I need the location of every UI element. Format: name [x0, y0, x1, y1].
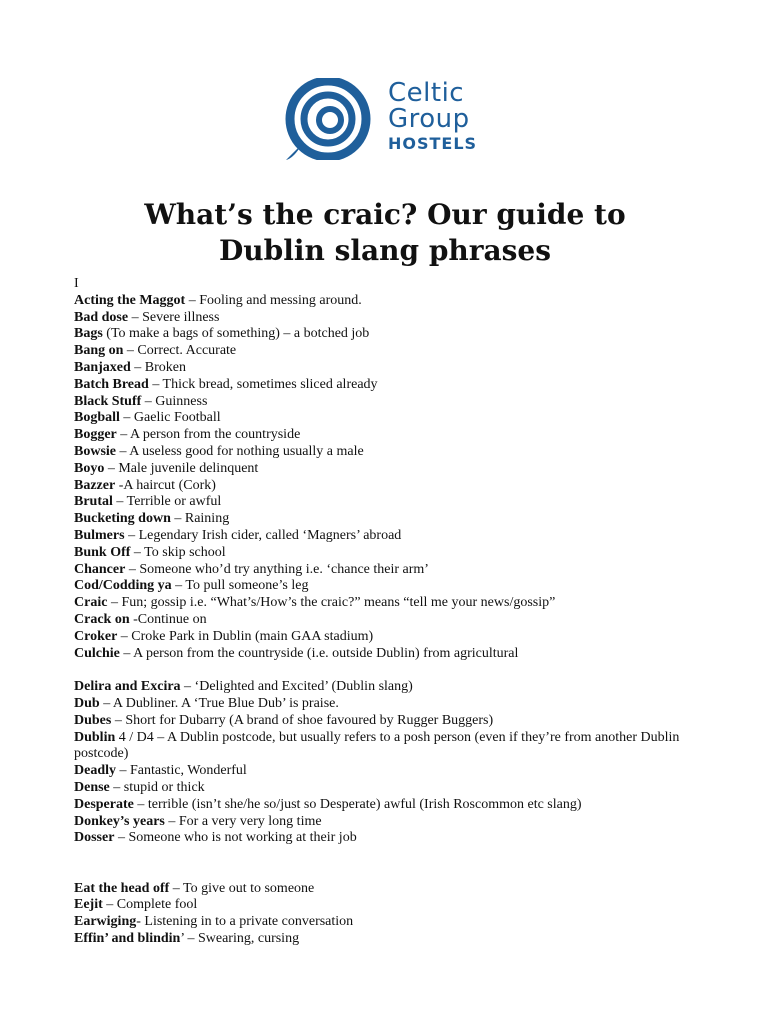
- slang-definition: -Continue on: [129, 611, 207, 627]
- slang-term: Bang on: [74, 343, 124, 359]
- slang-term: Cod/Codding ya: [74, 578, 172, 594]
- logo-line-group: Group: [388, 104, 470, 134]
- slang-term: Boyo: [74, 460, 105, 476]
- slang-term: Dublin: [74, 729, 116, 745]
- slang-term: Dense: [74, 779, 110, 795]
- slang-term: Culchie: [74, 645, 120, 661]
- slang-definition: – Short for Dubarry (A brand of shoe favoured by Rugger Buggers): [111, 712, 494, 728]
- glossary-entry: [74, 478, 714, 495]
- glossary-entry: [74, 780, 714, 797]
- slang-term: Brutal: [74, 494, 113, 510]
- glossary-entry: [74, 679, 714, 696]
- slang-term: Delira and Excira: [74, 679, 181, 695]
- slang-definition: – Terrible or awful: [112, 494, 222, 510]
- slang-definition: – A useless good for nothing usually a male: [116, 443, 364, 459]
- glossary-entry: [74, 595, 714, 612]
- slang-definition: – For a very very long time: [164, 813, 322, 829]
- slang-definition: – Male juvenile delinquent: [104, 460, 259, 476]
- glossary-entry: [74, 394, 714, 411]
- slang-term: Bad dose: [74, 309, 129, 325]
- glossary-entry: [74, 293, 714, 310]
- glossary-entry: [74, 494, 714, 511]
- slang-definition: – stupid or thick: [109, 779, 205, 795]
- slang-term: Bunk Off: [74, 544, 131, 560]
- glossary-section-e: [74, 881, 714, 948]
- slang-definition: – Guinness: [141, 393, 208, 409]
- page-title-line-1: What’s the craic? Our guide to: [144, 198, 626, 231]
- slang-term: Bogger: [74, 427, 117, 443]
- slang-definition: – To pull someone’s leg: [171, 578, 309, 594]
- slang-definition: – Broken: [130, 359, 187, 375]
- letter-marker: I: [74, 276, 79, 291]
- slang-definition: – Legendary Irish cider, called ‘Magners’ abroad: [124, 527, 402, 543]
- glossary-entry: [74, 326, 714, 343]
- logo-wordmark: [388, 80, 477, 154]
- slang-term: Craic: [74, 595, 108, 611]
- logo-line-hostels: HOSTELS: [388, 134, 478, 153]
- slang-term: Bogball: [74, 410, 120, 426]
- slang-definition: – Raining: [170, 511, 230, 527]
- slang-definition: – Thick bread, sometimes sliced already: [148, 376, 378, 392]
- glossary-section-a-c: [74, 293, 714, 663]
- glossary-entry: [74, 830, 714, 847]
- slang-term: Dubes: [74, 712, 112, 728]
- glossary-entry: [74, 881, 714, 898]
- glossary-entry: [74, 310, 714, 327]
- page-title-line-2: Dublin slang phrases: [219, 234, 551, 267]
- slang-definition: – Someone who is not working at their job: [114, 830, 357, 846]
- section-spacer: [74, 662, 714, 679]
- slang-definition: 4 / D4 – A Dublin postcode, but usually refers to a posh person (even if they’re from another Dublin postcode): [74, 729, 680, 762]
- glossary-entry: [74, 797, 714, 814]
- slang-definition: – To skip school: [130, 544, 226, 560]
- glossary-entry: [74, 897, 714, 914]
- glossary-entry: [74, 931, 714, 948]
- slang-term: Dosser: [74, 830, 115, 846]
- celtic-group-hostels-logo: [284, 76, 494, 162]
- slang-definition: ’ – Swearing, cursing: [180, 931, 300, 947]
- slang-term: Banjaxed: [74, 359, 131, 375]
- glossary-entry: [74, 528, 714, 545]
- glossary-entry: [74, 343, 714, 360]
- slang-term: Acting the Maggot: [74, 292, 186, 308]
- slang-definition: - Listening in to a private conversation: [136, 914, 354, 930]
- glossary-entry: [74, 914, 714, 931]
- glossary-entry: [74, 814, 714, 831]
- page-title: [0, 197, 770, 269]
- slang-term: Earwiging: [74, 914, 137, 930]
- slang-definition: – A Dubliner. A ‘True Blue Dub’ is praise.: [99, 695, 339, 711]
- glossary-entry: [74, 511, 714, 528]
- slang-term: Chancer: [74, 561, 126, 577]
- slang-definition: -A haircut (Cork): [115, 477, 216, 493]
- slang-term: Deadly: [74, 763, 116, 779]
- slang-term: Crack on: [74, 611, 130, 627]
- slang-term: Bazzer: [74, 477, 116, 493]
- slang-definition: – Someone who’d try anything i.e. ‘chance their arm’: [125, 561, 429, 577]
- glossary-entry: [74, 444, 714, 461]
- slang-term: Desperate: [74, 796, 134, 812]
- logo-line-celtic: Celtic: [388, 78, 465, 108]
- slang-definition: – ‘Delighted and Excited’ (Dublin slang): [180, 679, 413, 695]
- slang-term: Bulmers: [74, 527, 125, 543]
- glossary-entry: [74, 629, 714, 646]
- slang-term: Croker: [74, 628, 118, 644]
- slang-definition: – Fantastic, Wonderful: [116, 763, 247, 779]
- glossary-section-d: [74, 679, 714, 847]
- glossary-entry: [74, 763, 714, 780]
- glossary-entry: [74, 578, 714, 595]
- glossary-entry: [74, 646, 714, 663]
- slang-definition: – Fun; gossip i.e. “What’s/How’s the craic?” means “tell me your news/gossip”: [107, 595, 556, 611]
- glossary-entry: [74, 461, 714, 478]
- glossary-entry: [74, 410, 714, 427]
- slang-definition: – To give out to someone: [169, 880, 315, 896]
- glossary-entry: [74, 377, 714, 394]
- slang-term: Eejit: [74, 897, 103, 913]
- glossary-entry: [74, 545, 714, 562]
- celtic-spiral-logo-icon: [284, 78, 372, 160]
- slang-term: Eat the head off: [74, 880, 170, 896]
- slang-definition: – Correct. Accurate: [123, 343, 237, 359]
- slang-definition: (To make a bags of something) – a botched job: [102, 326, 370, 342]
- glossary-entry: [74, 696, 714, 713]
- glossary-entry: [74, 730, 714, 764]
- slang-definition: – Croke Park in Dublin (main GAA stadium): [117, 628, 374, 644]
- slang-term: Dub: [74, 695, 100, 711]
- glossary-entry: [74, 562, 714, 579]
- slang-term: Bags: [74, 326, 103, 342]
- slang-term: Effin’ and blindin: [74, 931, 181, 947]
- slang-term: Donkey’s years: [74, 813, 165, 829]
- slang-term: Black Stuff: [74, 393, 142, 409]
- slang-definition: – A person from the countryside: [116, 427, 301, 443]
- slang-term: Batch Bread: [74, 376, 149, 392]
- section-spacer: [74, 847, 714, 881]
- glossary-entry: [74, 360, 714, 377]
- slang-term: Bucketing down: [74, 511, 171, 527]
- glossary-entry: [74, 612, 714, 629]
- glossary-entry: [74, 713, 714, 730]
- slang-definition: – A person from the countryside (i.e. outside Dublin) from agricultural: [119, 645, 519, 661]
- slang-definition: – Gaelic Football: [119, 410, 221, 426]
- slang-definition: – terrible (isn’t she/he so/just so Desperate) awful (Irish Roscommon etc slang): [133, 796, 582, 812]
- slang-definition: – Fooling and messing around.: [185, 292, 362, 308]
- slang-glossary: [74, 276, 714, 948]
- glossary-entry: [74, 427, 714, 444]
- slang-definition: – Complete fool: [102, 897, 198, 913]
- slang-term: Bowsie: [74, 443, 116, 459]
- slang-definition: – Severe illness: [128, 309, 220, 325]
